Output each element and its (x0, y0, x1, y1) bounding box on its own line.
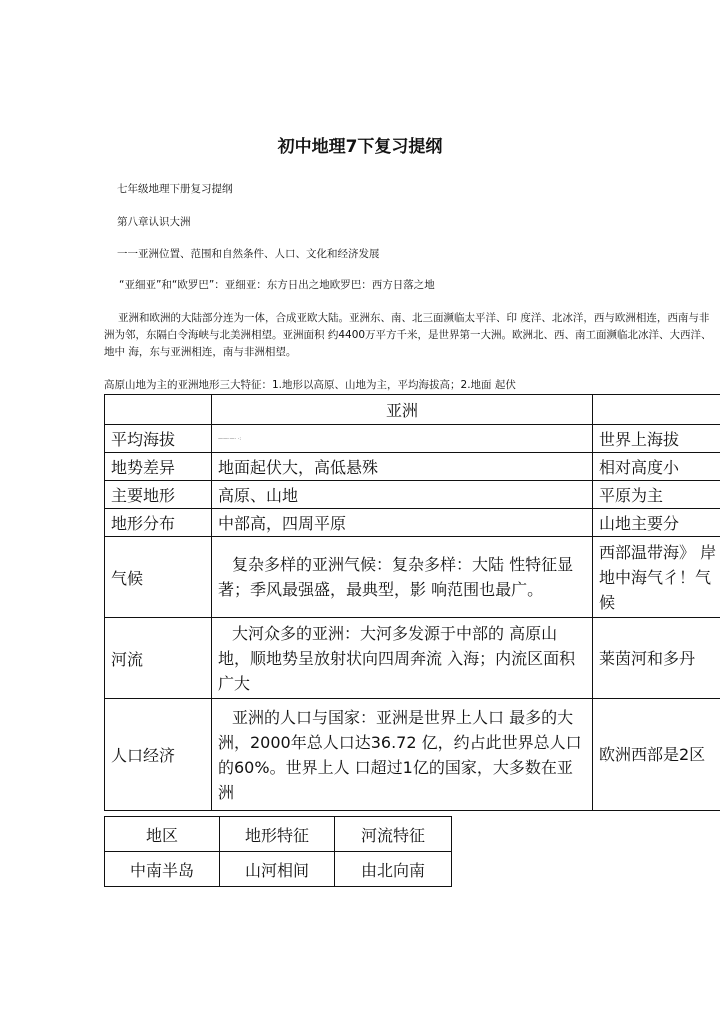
name-origin-line: “亚细亚”和“欧罗巴”：亚细亚：东方日出之地欧罗巴：西方日落之地 (119, 279, 435, 291)
europe-cell: 欧洲西部是2区 (593, 699, 720, 811)
asia-cell: 中部高，四周平原 (212, 509, 593, 537)
page-title: 初中地理7下复习提纲 (277, 137, 443, 157)
table-header-cell: 地形特征 (220, 817, 335, 852)
region-table (104, 816, 452, 887)
table-cell: 山河相间 (220, 852, 335, 887)
table-header-row (105, 817, 452, 852)
asia-cell: 地面起伏大，高低悬殊 (212, 453, 593, 481)
europe-cell: 西部温带海》 岸地中海气彳！气候 (593, 537, 720, 618)
row-label: 气候 (105, 537, 212, 618)
asia-cell: 复杂多样的亚洲气候：复杂多样：大陆 性特征显著；季风最强盛，最典型，影 响范围也最广。 (212, 537, 593, 618)
row-label: 地势差异 (105, 453, 212, 481)
section-heading: 一一亚洲位置、范围和自然条件、人口、文化和经济发展 (117, 248, 380, 260)
asia-cell: 亚洲的人口与国家：亚洲是世界上人口 最多的大洲，2000年总人口达36.72 亿，约占此世界总人口的60%。世界上人 口超过1亿的国家，大多数在亚洲 (212, 699, 593, 811)
terrain-features-line: 高原山地为主的亚洲地形三大特征：1.地形以高原、山地为主，平均海拔高；2.地面 起伏 (104, 379, 516, 391)
europe-cell: 平原为主 (593, 481, 720, 509)
table-row (105, 509, 720, 537)
asia-cell: 高原、山地 (212, 481, 593, 509)
asia-cell: 大河众多的亚洲：大河多发源于中部的 高原山地，顺地势呈放射状向四周奔流 入海；内流区面积广大 (212, 618, 593, 699)
small-note: ——·—· ·: (218, 435, 242, 442)
location-paragraph: 亚洲和欧洲的大陆部分连为一体，合成亚欧大陆。亚洲东、南、北三面濒临太平洋、印 度洋、北冰洋，西与欧洲相连，西南与非洲为邻，东隔白令海峡与北美洲相望。亚洲面积 约4400万平方千米，是世界第一大洲。欧洲北、西、南工面濒临北冰洋、大西洋、地中 海，东与亚洲相连，南与非洲相望。 (104, 312, 712, 358)
row-label: 河流 (105, 618, 212, 699)
table-row (105, 453, 720, 481)
row-label: 主要地形 (105, 481, 212, 509)
europe-cell: 莱茵河和多丹 (593, 618, 720, 699)
table-header-cell (593, 395, 720, 425)
table-row (105, 425, 720, 453)
table-header-cell: 河流特征 (335, 817, 452, 852)
asia-cell (212, 425, 593, 453)
table-header-cell: 地区 (105, 817, 220, 852)
doc-subtitle: 七年级地理下册复习提纲 (117, 183, 233, 195)
europe-cell: 山地主要分 (593, 509, 720, 537)
table-header-cell: 亚洲 (212, 395, 593, 425)
table-row (105, 852, 452, 887)
row-label: 人口经济 (105, 699, 212, 811)
table-row (105, 618, 720, 699)
table-row (105, 537, 720, 618)
chapter-heading: 第八章认识大洲 (117, 216, 191, 228)
table-cell: 由北向南 (335, 852, 452, 887)
table-header-row (105, 395, 720, 425)
table-header-cell (105, 395, 212, 425)
row-label: 地形分布 (105, 509, 212, 537)
comparison-table (104, 394, 720, 811)
table-row (105, 481, 720, 509)
row-label: 平均海拔 (105, 425, 212, 453)
table-row (105, 699, 720, 811)
table-cell: 中南半岛 (105, 852, 220, 887)
europe-cell: 世界上海拔 (593, 425, 720, 453)
europe-cell: 相对高度小 (593, 453, 720, 481)
